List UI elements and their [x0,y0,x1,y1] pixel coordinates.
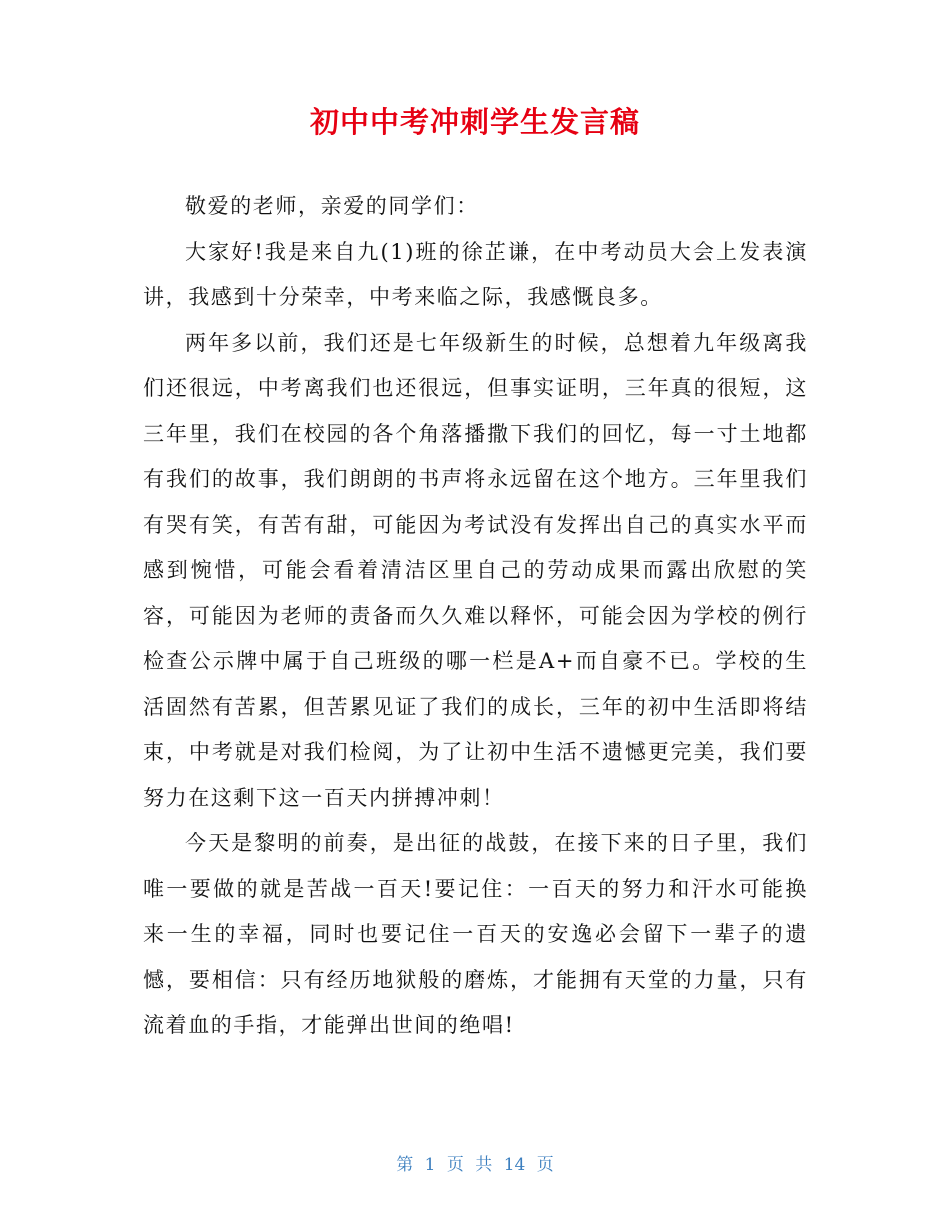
paragraph-memories: 两年多以前，我们还是七年级新生的时候，总想着九年级离我们还很远，中考离我们也还很远，但事实证明，三年真的很短，这三年里，我们在校园的各个角落播撒下我们的回忆，每一寸土地都有我们的故事，我们朗朗的书声将永远留在这个地方。三年里我们有哭有笑，有苦有甜，可能因为考试没有发挥出自己的真实水平而感到惋惜，可能会看着清洁区里自己的劳动成果而露出欣慰的笑容，可能因为老师的责备而久久难以释怀，可能会因为学校的例行检查公示牌中属于自己班级的哪一栏是A+而自豪不已。学校的生活固然有苦累，但苦累见证了我们的成长，三年的初中生活即将结束，中考就是对我们检阅，为了让初中生活不遗憾更完美，我们要努力在这剩下这一百天内拼搏冲刺！ [143,330,808,810]
document-title: 初中中考冲刺学生发言稿 [309,105,640,139]
paragraph-greeting: 敬爱的老师，亲爱的同学们： [185,194,479,218]
paragraph-call-to-action: 今天是黎明的前奏，是出征的战鼓，在接下来的日子里，我们唯一要做的就是苦战一百天!要记住：一百天的努力和汗水可能换来一生的幸福，同时也要记住一百天的安逸必会留下一辈子的遗憾，要相信：只有经历地狱般的磨炼，才能拥有天堂的力量，只有流着血的手指，才能弹出世间的绝唱! [143,831,808,1037]
paragraph-introduction: 大家好!我是来自九(1)班的徐芷谦，在中考动员大会上发表演讲，我感到十分荣幸，中考来临之际，我感慨良多。 [143,239,808,309]
page-number-footer: 第 1 页 共 14 页 [396,1155,554,1175]
document-body [143,184,808,1049]
